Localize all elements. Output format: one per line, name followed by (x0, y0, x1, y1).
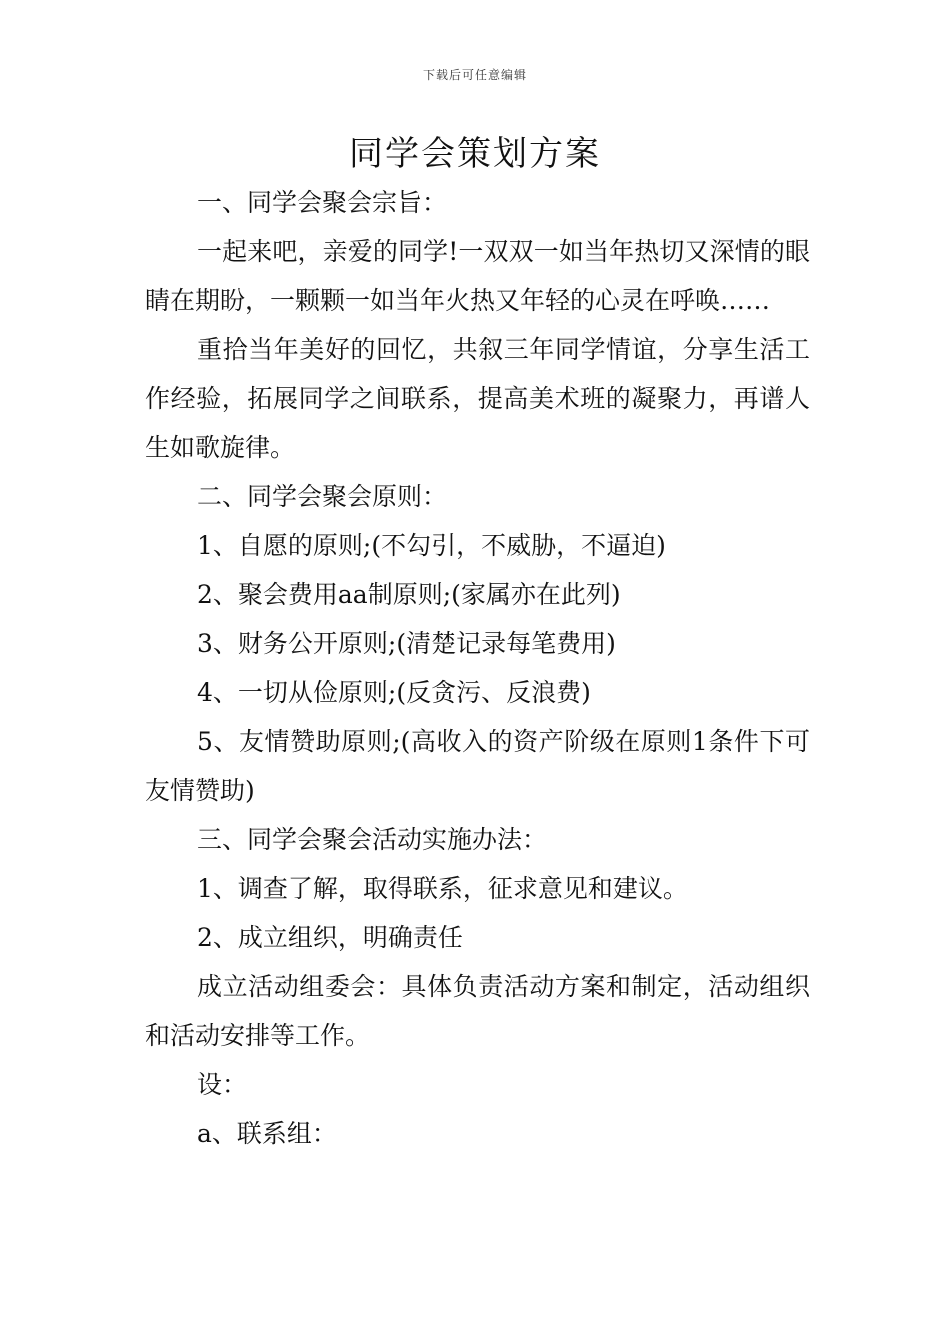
paragraph: 设： (197, 1070, 248, 1099)
list-item: 2、成立组织，明确责任 (197, 923, 463, 952)
list-item: 1、调查了解，取得联系，征求意见和建议。 (197, 874, 688, 903)
list-item: 5、友情赞助原则;(高收入的资产阶级在原则1条件下可友情赞助) (145, 727, 810, 805)
paragraph: a、联系组： (197, 1119, 337, 1148)
paragraph: 一起来吧，亲爱的同学!一双双一如当年热切又深情的眼睛在期盼，一颗颗一如当年火热又年轻的心灵在呼唤…… (145, 237, 810, 315)
list-item: 3、财务公开原则;(清楚记录每笔费用) (197, 629, 616, 658)
section-heading-2: 二、同学会聚会原则： (197, 482, 448, 511)
section-heading-1: 一、同学会聚会宗旨： (197, 188, 448, 217)
header-note: 下载后可任意编辑 (422, 68, 527, 82)
document-title: 同学会策划方案 (349, 134, 601, 174)
paragraph: 重拾当年美好的回忆，共叙三年同学情谊，分享生活工作经验，拓展同学之间联系，提高美术班的凝聚力，再谱人生如歌旋律。 (145, 335, 810, 462)
list-item: 2、聚会费用aa制原则;(家属亦在此列) (197, 580, 621, 609)
document-body (145, 178, 810, 1158)
section-heading-3: 三、同学会聚会活动实施办法： (197, 825, 548, 854)
list-item: 1、自愿的原则;(不勾引，不威胁，不逼迫) (197, 531, 666, 560)
paragraph: 成立活动组委会：具体负责活动方案和制定，活动组织和活动安排等工作。 (145, 972, 810, 1050)
list-item: 4、一切从俭原则;(反贪污、反浪费) (197, 678, 591, 707)
